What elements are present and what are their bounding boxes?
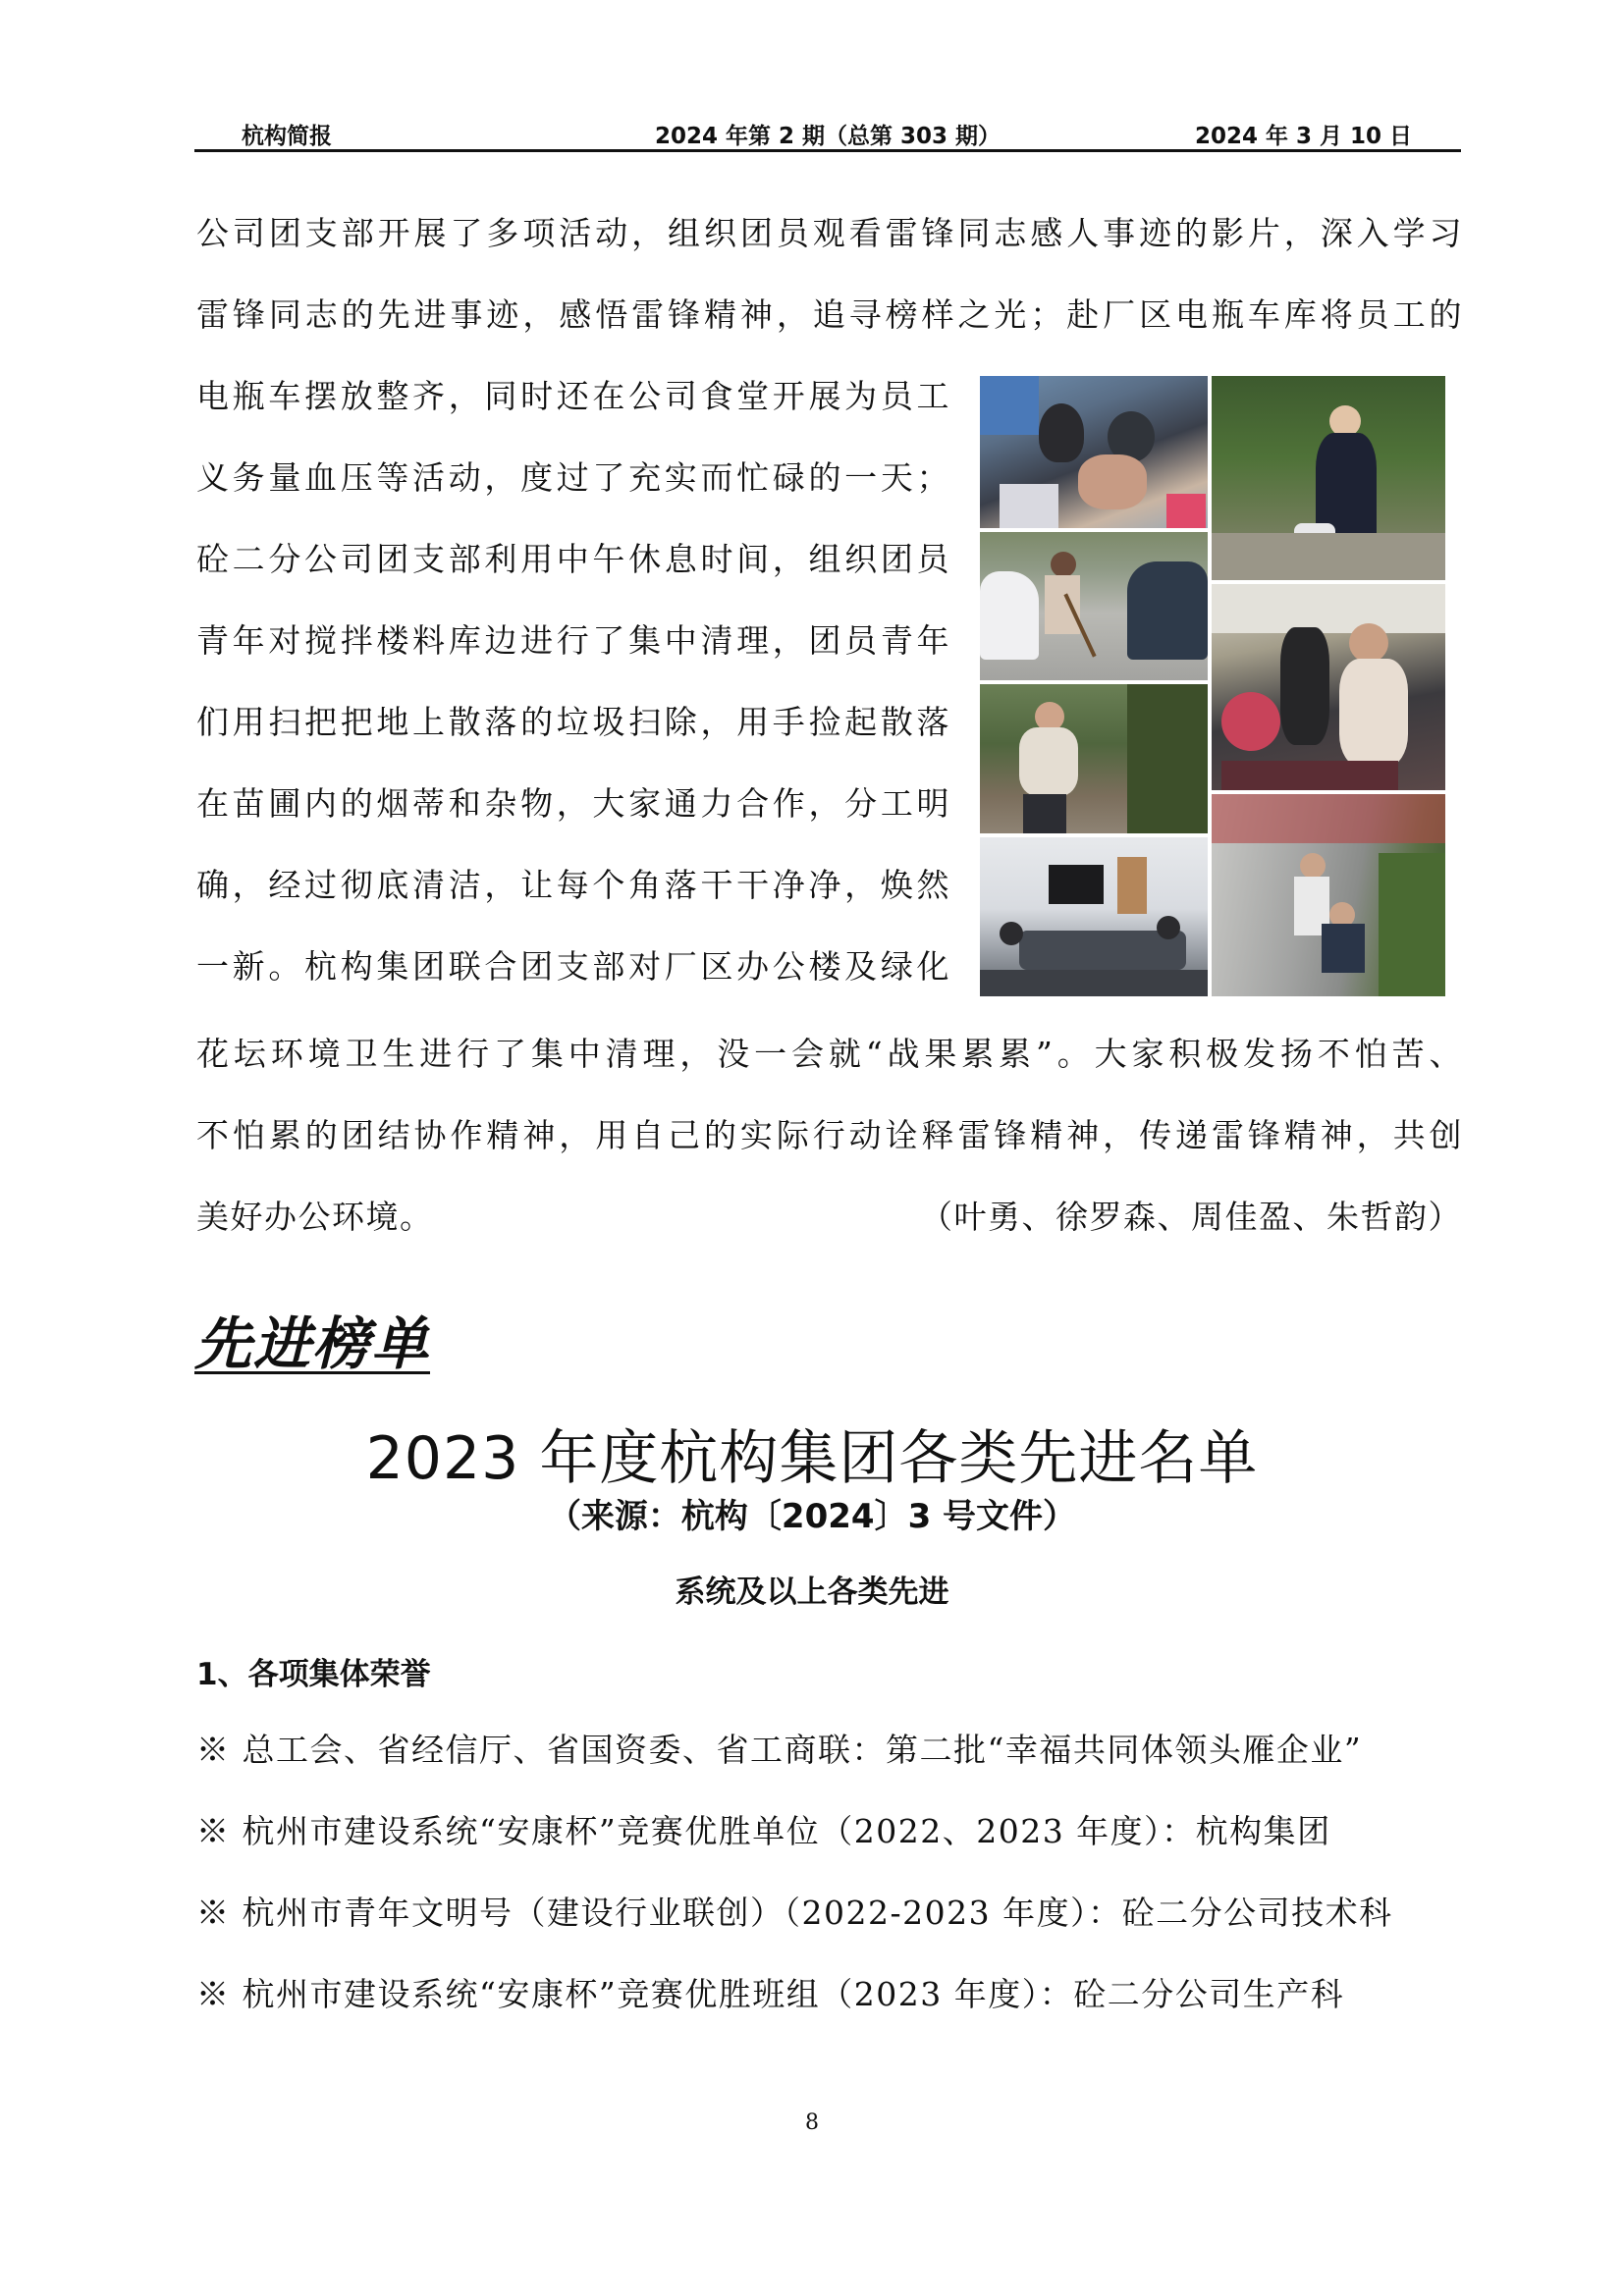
article-line: 不怕累的团结协作精神，用自己的实际行动诠释雷锋精神，传递雷锋精神，共创 [196, 1116, 1463, 1154]
article-line: 确，经过彻底清洁，让每个角落干干净净，焕然 [196, 866, 950, 904]
article-line: 一新。杭构集团联合团支部对厂区办公楼及绿化 [196, 947, 950, 986]
header-date: 2024 年 3 月 10 日 [1194, 124, 1412, 149]
photo-parking-sweeping [980, 532, 1208, 680]
honor-item: ※ 杭州市建设系统“安康杯”竞赛优胜单位（2022、2023 年度）：杭构集团 [196, 1812, 1331, 1850]
page-header [194, 116, 1461, 152]
header-publication: 杭构简报 [242, 124, 332, 149]
honor-list-title: 2023 年度杭构集团各类先进名单 [365, 1424, 1259, 1493]
photo-ebike-arranging [1212, 584, 1445, 790]
collective-honors-heading: 1、各项集体荣誉 [196, 1657, 431, 1692]
article-line: 花坛环境卫生进行了集中清理，没一会就“战果累累”。大家积极发扬不怕苦、 [196, 1035, 1463, 1073]
article-line: 砼二分公司团支部利用中午休息时间，组织团员 [196, 540, 950, 578]
article-line: 们用扫把把地上散落的垃圾扫除，用手捡起散落 [196, 703, 950, 741]
photo-garden-cleanup [1212, 376, 1445, 580]
article-authors: （叶勇、徐罗森、周佳盈、朱哲韵） [920, 1198, 1462, 1236]
header-issue: 2024 年第 2 期（总第 303 期） [654, 124, 1001, 149]
photo-blood-pressure [980, 376, 1208, 528]
article-line: 在苗圃内的烟蒂和杂物，大家通力合作，分工明 [196, 784, 950, 823]
article-line: 义务量血压等活动，度过了充实而忙碌的一天； [196, 458, 950, 497]
honor-item: ※ 杭州市建设系统“安康杯”竞赛优胜班组（2023 年度）：砼二分公司生产科 [196, 1975, 1345, 2013]
honor-list-subtitle: 系统及以上各类先进 [675, 1575, 949, 1610]
honor-item: ※ 总工会、省经信厅、省国资委、省工商联：第二批“幸福共同体领头雁企业” [196, 1731, 1363, 1769]
article-line: 公司团支部开展了多项活动，组织团员观看雷锋同志感人事迹的影片，深入学习 [196, 214, 1463, 252]
photo-meeting-room [980, 837, 1208, 996]
page-number: 8 [805, 2110, 819, 2135]
section-title: 先进榜单 [194, 1310, 431, 1377]
article-line: 青年对搅拌楼料库边进行了集中清理，团员青年 [196, 621, 950, 660]
article-line: 电瓶车摆放整齐，同时还在公司食堂开展为员工 [196, 377, 950, 415]
activity-photo-collage [980, 376, 1445, 996]
honor-item: ※ 杭州市青年文明号（建设行业联创）（2022-2023 年度）：砼二分公司技术科 [196, 1894, 1393, 1932]
article-line: 雷锋同志的先进事迹，感悟雷锋精神，追寻榜样之光；赴厂区电瓶车库将员工的 [196, 295, 1463, 334]
photo-roadside-cleanup [1212, 794, 1445, 996]
honor-list-source: （来源：杭构〔2024〕3 号文件） [547, 1497, 1077, 1536]
article-line: 美好办公环境。 [196, 1198, 434, 1236]
photo-nursery-cleanup [980, 684, 1208, 833]
